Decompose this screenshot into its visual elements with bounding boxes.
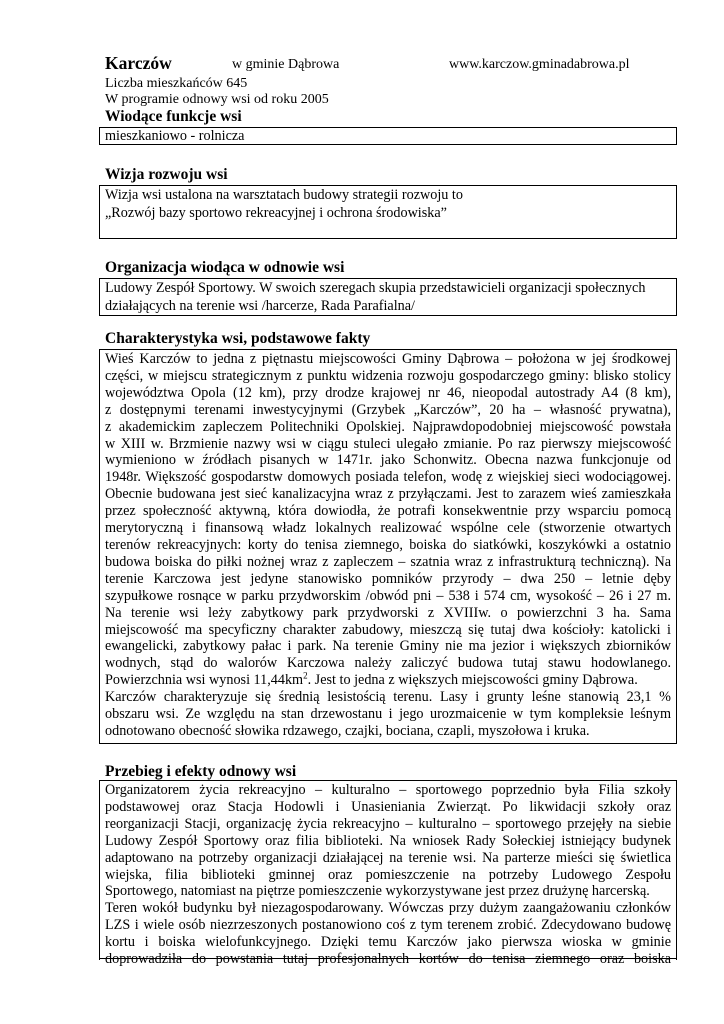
effects-line: kortu i boiska wielofunkcyjnego. Dzięki temu Karczów jako pierwsza wioska w gminie: [105, 934, 671, 951]
functions-heading: Wiodące funkcje wsi: [105, 108, 242, 125]
area-rest: . Jest to jedna z większych miejscowości gminy Dąbrowa.: [307, 672, 638, 689]
effects-line: LZS i wiele osób niezrzeszonych postanowiono coś z tym terenem zrobić. Zdecydowano budowę: [105, 917, 671, 934]
facts-line: merytoryczną i finansową władz lokalnych realizować wspólne cele (stworzenie otwartych: [105, 520, 671, 537]
effects-line: Ludowy Zespół Sportowy oraz filia biblioteki. Na wniosek Rady Sołeckiej istniejący budynek: [105, 832, 671, 849]
facts-line: z akademickim zapleczem Politechniki Opolskiej. Najprawdopodobniej miejscowość powstała: [105, 418, 671, 435]
effects-box: [99, 780, 677, 968]
facts-line: Na terenie wsi leży zabytkowy park przydworski z XVIIIw. o powierzchni 3 ha. Sama: [105, 604, 671, 621]
facts-box: [99, 349, 677, 744]
effects-line: Sportowego, natomiast na piętrze pomieszczenie wykorzystywane jest przez drużynę harcerską.: [105, 883, 650, 900]
facts-line: przez społeczność aktywną, która dowiodła, że potrafi konsekwentnie przy wsparciu pomocą: [105, 503, 671, 520]
facts-line: terenów rekreacyjnych: korty do tenisa ziemnego, boiska do siatkówki, koszykówki a ostatnio: [105, 536, 671, 553]
facts-line: 1948r. Większość gospodarstw domowych posiada telefon, wodę z wiejskiej sieci wodociągowej.: [105, 469, 671, 486]
effects-line: Organizatorem życia rekreacyjno – kulturalno – sportowego poprzednio była Filia szkoły: [105, 782, 671, 798]
facts-line: części, w miejscu strategicznym z punktu widzenia rozwoju gospodarczego gminy: blisko stolicy: [105, 367, 671, 384]
page-bottom-rule: [99, 958, 677, 959]
facts-line: z dostępnymi terenami inwestycyjnymi (Grzybek „Karczów”, 20 ha – własność prywatna),: [105, 401, 671, 418]
programme-info: W programie odnowy wsi od roku 2005: [105, 92, 329, 107]
facts-line: Obecnie budowana jest sieć kanalizacyjna wraz z przyłączami. Jest to zarazem wieś zamieszkała: [105, 486, 671, 503]
facts-line: obszaru wsi. Ze względu na stan drzewostanu i jego urozmaicenie w tym kompleksie leśnym: [105, 706, 671, 723]
organization-heading: Organizacja wiodąca w odnowie wsi: [105, 259, 345, 276]
effects-line: Teren wokół budynku był niezagospodarowany. Wówczas przy dużym zaangażowaniu członków: [105, 900, 671, 917]
facts-line: Karczów charakteryzuje się średnią lesistością terenu. Lasy i grunty leśne stanowią 23,1 %: [105, 689, 671, 706]
facts-line: województwa Opola (12 km), przy drodze krajowej nr 46, nieopodal autostrady A4 (8 km),: [105, 384, 671, 401]
facts-line: terenie Karczowa jest jedyne stanowisko pomników przyrody – dwa 250 – letnie dęby: [105, 570, 671, 587]
facts-line-area: [105, 672, 671, 689]
effects-line: adaptowano na potrzeby organizacji działającej na terenie wsi. Na parterze mieści się świetlica: [105, 849, 671, 866]
village-name: Karczów: [105, 53, 172, 73]
effects-line: reorganizacji Stacji, organizację życia rekreacyjno – kulturalno – sportowego przejęły na siebie: [105, 815, 671, 832]
area-sup: 2: [303, 670, 308, 681]
facts-line: w XIII w. Brzmienie nazwy wsi w ciągu stuleci ulegało zmianie. Po raz pierwszy miejscowość: [105, 435, 671, 452]
vision-line: „Rozwój bazy sportowo rekreacyjnej i ochrona środowiska”: [105, 205, 447, 221]
facts-line: wymieniono w źródłach pisanych w 1471r. jako Schonwitz. Obecna nazwa funkcjonuje od: [105, 452, 671, 469]
facts-line: Wieś Karczów to jedna z piętnastu miejscowości Gminy Dąbrowa – położona w jej środkowej: [105, 351, 671, 367]
vision-box: [99, 185, 677, 239]
functions-text: mieszkaniowo - rolnicza: [105, 128, 245, 144]
facts-heading: Charakterystyka wsi, podstawowe fakty: [105, 330, 371, 347]
facts-line: wodnych, stąd do walorów Karczowa należy zaliczyć budowa tutaj stawu hodowlanego.: [105, 655, 671, 672]
website-link[interactable]: www.karczow.gminadabrowa.pl: [449, 57, 630, 72]
effects-line: podstawowej oraz Stacja Hodowli i Unasieniania Zwierząt. Po likwidacji szkoły oraz: [105, 798, 671, 815]
vision-heading: Wizja rozwoju wsi: [105, 166, 228, 183]
effects-heading: Przebieg i efekty odnowy wsi: [105, 763, 297, 780]
vision-line: Wizja wsi ustalona na warsztatach budowy strategii rozwoju to: [105, 187, 463, 203]
facts-line: miejscowość ma specyficzny charakter zabudowy, mieszczą się tutaj dwa kościoły: katolicki i: [105, 621, 671, 638]
commune-label: w gminie Dąbrowa: [232, 57, 340, 72]
organization-line: działających na terenie wsi /harcerze, Rada Parafialna/: [105, 298, 415, 314]
organization-line: Ludowy Zespół Sportowy. W swoich szeregach skupia przedstawicieli organizacji społecznych: [105, 280, 646, 296]
organization-box: [99, 278, 677, 316]
facts-line: ewangelicki, zabytkowy pałac i park. Na terenie Gminy nie ma jezior i większych zbiorników: [105, 638, 671, 655]
facts-line: szypułkowe rosnące w parku przydworskim /obwód pni – 538 i 574 cm, wysokość – 26 i 27 m.: [105, 587, 671, 604]
facts-line: odnotowano obecność słowika rdzawego, czajki, bociana, czapli, myszołowa i kruka.: [105, 722, 590, 739]
facts-line: budowa boiska do piłki nożnej wraz z zapleczem – szatnia wraz z infrastrukturą techniczną). Na: [105, 553, 671, 570]
area-text: Powierzchnia wsi wynosi 11,44km: [105, 672, 304, 689]
population-info: Liczba mieszkańców 645: [105, 76, 248, 91]
effects-line: doprowadziła do powstania tutaj profesjonalnych kortów do tenisa ziemnego oraz boiska: [105, 951, 671, 968]
effects-line: wiejska, filia biblioteki gminnej oraz pomieszczenie na potrzeby Ludowego Zespołu: [105, 866, 671, 883]
functions-box: [99, 127, 677, 145]
